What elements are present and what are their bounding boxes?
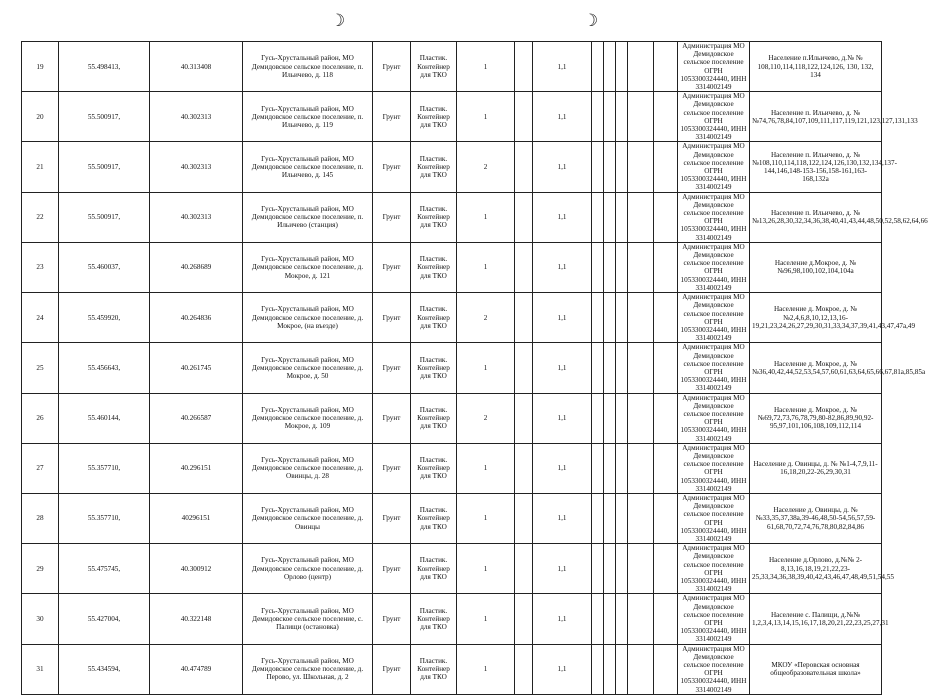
row-number: 26 [22, 393, 59, 443]
address-cell: Гусь-Хрустальный район, МО Демидовское сельское поселение, с. Палищи (остановка) [243, 594, 373, 644]
empty-cell [616, 42, 628, 92]
container-volume-cell: 1,1 [533, 92, 592, 142]
empty-cell [604, 594, 616, 644]
latitude-cell: 55.434594, [59, 644, 150, 694]
empty-cell [592, 92, 604, 142]
empty-cell [592, 192, 604, 242]
table-row [22, 242, 882, 292]
table-row [22, 343, 882, 393]
container-volume-cell: 1,1 [533, 142, 592, 192]
latitude-cell: 55.459920, [59, 293, 150, 343]
container-volume-cell: 1,1 [533, 42, 592, 92]
address-cell: Гусь-Хрустальный район, МО Демидовское сельское поселение, д. Орлово (центр) [243, 544, 373, 594]
address-cell: Гусь-Хрустальный район, МО Демидовское сельское поселение, п. Ильичево, д. 119 [243, 92, 373, 142]
owner-cell: Администрация МО Демидовское сельское поселение ОГРН 1053300324440, ИНН 3314002149 [678, 142, 750, 192]
empty-cell [616, 544, 628, 594]
container-count-cell: 1 [457, 192, 515, 242]
address-cell: Гусь-Хрустальный район, МО Демидовское сельское поселение, д. Перово, ул. Школьная, д. 2 [243, 644, 373, 694]
container-type-cell: Пластик. Контейнер для ТКО [411, 192, 457, 242]
table-row [22, 443, 882, 493]
container-type-cell: Пластик. Контейнер для ТКО [411, 42, 457, 92]
empty-cell [654, 293, 678, 343]
row-number: 31 [22, 644, 59, 694]
longitude-cell: 40.300912 [150, 544, 243, 594]
empty-cell [604, 443, 616, 493]
empty-cell [515, 42, 533, 92]
surface-type-cell: Грунт [373, 293, 411, 343]
empty-cell [604, 644, 616, 694]
waste-sources-cell: Население д. Мокрое, д. № №2,4,6,8,10,12,13,16-19,21,23,24,26,27,29,30,31,33,34,37,39,41,43,47,47а,49 [750, 293, 882, 343]
surface-type-cell: Грунт [373, 393, 411, 443]
empty-cell [515, 644, 533, 694]
owner-cell: Администрация МО Демидовское сельское поселение ОГРН 1053300324440, ИНН 3314002149 [678, 92, 750, 142]
empty-cell [604, 42, 616, 92]
empty-cell [654, 42, 678, 92]
container-type-cell: Пластик. Контейнер для ТКО [411, 443, 457, 493]
table-row [22, 594, 882, 644]
table-row [22, 192, 882, 242]
container-type-cell: Пластик. Контейнер для ТКО [411, 544, 457, 594]
empty-cell [604, 293, 616, 343]
owner-cell: Администрация МО Демидовское сельское поселение ОГРН 1053300324440, ИНН 3314002149 [678, 343, 750, 393]
owner-cell: Администрация МО Демидовское сельское поселение ОГРН 1053300324440, ИНН 3314002149 [678, 393, 750, 443]
container-type-cell: Пластик. Контейнер для ТКО [411, 142, 457, 192]
owner-cell: Администрация МО Демидовское сельское поселение ОГРН 1053300324440, ИНН 3314002149 [678, 644, 750, 694]
latitude-cell: 55.498413, [59, 42, 150, 92]
empty-cell [616, 594, 628, 644]
empty-cell [515, 443, 533, 493]
surface-type-cell: Грунт [373, 343, 411, 393]
latitude-cell: 55.357710, [59, 443, 150, 493]
empty-cell [654, 544, 678, 594]
container-count-cell: 1 [457, 242, 515, 292]
longitude-cell: 40.268689 [150, 242, 243, 292]
longitude-cell: 40296151 [150, 493, 243, 543]
longitude-cell: 40.261745 [150, 343, 243, 393]
empty-cell [592, 293, 604, 343]
latitude-cell: 55.427004, [59, 594, 150, 644]
row-number: 25 [22, 343, 59, 393]
waste-sources-cell: Население д. Мокрое, д. № №69,72,73,76,78,79,80-82,86,89,90,92-95,97,101,106,108,109,112,114 [750, 393, 882, 443]
empty-cell [616, 92, 628, 142]
empty-cell [628, 42, 654, 92]
container-volume-cell: 1,1 [533, 293, 592, 343]
empty-cell [604, 92, 616, 142]
waste-sources-cell: Население д. Овинцы, д. № №1-4,7,9,11-16,18,20,22-26,29,30,31 [750, 443, 882, 493]
waste-sources-cell: МКОУ «Перовская основная общеобразовательная школа» [750, 644, 882, 694]
empty-cell [592, 443, 604, 493]
table-row [22, 42, 882, 92]
empty-cell [654, 393, 678, 443]
empty-cell [515, 544, 533, 594]
row-number: 22 [22, 192, 59, 242]
empty-cell [628, 343, 654, 393]
empty-cell [616, 242, 628, 292]
empty-cell [592, 393, 604, 443]
longitude-cell: 40.302313 [150, 92, 243, 142]
empty-cell [628, 393, 654, 443]
address-cell: Гусь-Хрустальный район, МО Демидовское сельское поселение, д. Овинцы, д. 28 [243, 443, 373, 493]
empty-cell [592, 594, 604, 644]
waste-sources-cell: Население п.Ильичево, д.№ № 108,110,114,118,122,124,126, 130, 132, 134 [750, 42, 882, 92]
row-number: 24 [22, 293, 59, 343]
address-cell: Гусь-Хрустальный район, МО Демидовское сельское поселение, д. Мокрое, (на въезде) [243, 293, 373, 343]
waste-sources-cell: Население п. Ильичево, д. № №13,26,28,30,32,34,36,38,40,41,43,44,48,50,52,58,62,64,66 [750, 192, 882, 242]
container-type-cell: Пластик. Контейнер для ТКО [411, 343, 457, 393]
empty-cell [628, 644, 654, 694]
latitude-cell: 55.460144, [59, 393, 150, 443]
container-count-cell: 1 [457, 42, 515, 92]
empty-cell [592, 142, 604, 192]
empty-cell [515, 92, 533, 142]
empty-cell [628, 544, 654, 594]
address-cell: Гусь-Хрустальный район, МО Демидовское сельское поселение, д. Мокрое, д. 109 [243, 393, 373, 443]
empty-cell [592, 343, 604, 393]
row-number: 29 [22, 544, 59, 594]
container-count-cell: 2 [457, 393, 515, 443]
empty-cell [515, 393, 533, 443]
longitude-cell: 40.322148 [150, 594, 243, 644]
owner-cell: Администрация МО Демидовское сельское поселение ОГРН 1053300324440, ИНН 3314002149 [678, 493, 750, 543]
container-volume-cell: 1,1 [533, 644, 592, 694]
empty-cell [592, 493, 604, 543]
surface-type-cell: Грунт [373, 544, 411, 594]
longitude-cell: 40.302313 [150, 192, 243, 242]
empty-cell [515, 594, 533, 644]
address-cell: Гусь-Хрустальный район, МО Демидовское сельское поселение, д. Мокрое, д. 121 [243, 242, 373, 292]
owner-cell: Администрация МО Демидовское сельское поселение ОГРН 1053300324440, ИНН 3314002149 [678, 192, 750, 242]
empty-cell [628, 142, 654, 192]
surface-type-cell: Грунт [373, 242, 411, 292]
surface-type-cell: Грунт [373, 142, 411, 192]
address-cell: Гусь-Хрустальный район, МО Демидовское сельское поселение, п. Ильичево, д. 118 [243, 42, 373, 92]
empty-cell [654, 142, 678, 192]
waste-sources-cell: Население д. Овинцы, д. № №33,35,37,38а,39-46,48,50-54,56,57,59-61,68,70,72,74,76,78,80,82,84,86 [750, 493, 882, 543]
container-type-cell: Пластик. Контейнер для ТКО [411, 242, 457, 292]
empty-cell [592, 242, 604, 292]
waste-sources-cell: Население п. Ильичево, д. № №74,76,78,84,107,109,111,117,119,121,123,127,131,133 [750, 92, 882, 142]
table-row [22, 644, 882, 694]
empty-cell [592, 42, 604, 92]
empty-cell [654, 493, 678, 543]
table-row [22, 493, 882, 543]
empty-cell [654, 192, 678, 242]
waste-sources-cell: Население п. Ильичево, д. № №108,110,114,118,122,124,126,130,132,134,137-144,146,148-153-156,158-161,163-168,132а [750, 142, 882, 192]
empty-cell [616, 142, 628, 192]
empty-cell [616, 644, 628, 694]
empty-cell [616, 393, 628, 443]
container-count-cell: 1 [457, 544, 515, 594]
empty-cell [515, 242, 533, 292]
row-number: 27 [22, 443, 59, 493]
owner-cell: Администрация МО Демидовское сельское поселение ОГРН 1053300324440, ИНН 3314002149 [678, 242, 750, 292]
latitude-cell: 55.357710, [59, 493, 150, 543]
address-cell: Гусь-Хрустальный район, МО Демидовское сельское поселение, д. Овинцы [243, 493, 373, 543]
empty-cell [628, 242, 654, 292]
table-row [22, 92, 882, 142]
surface-type-cell: Грунт [373, 42, 411, 92]
container-volume-cell: 1,1 [533, 393, 592, 443]
punch-hole-mark-right: ☽ [583, 11, 599, 31]
container-type-cell: Пластик. Контейнер для ТКО [411, 293, 457, 343]
table-row [22, 142, 882, 192]
owner-cell: Администрация МО Демидовское сельское поселение ОГРН 1053300324440, ИНН 3314002149 [678, 443, 750, 493]
empty-cell [628, 443, 654, 493]
surface-type-cell: Грунт [373, 92, 411, 142]
container-count-cell: 1 [457, 92, 515, 142]
address-cell: Гусь-Хрустальный район, МО Демидовское сельское поселение, д. Мокрое, д. 50 [243, 343, 373, 393]
container-volume-cell: 1,1 [533, 192, 592, 242]
table-row [22, 393, 882, 443]
owner-cell: Администрация МО Демидовское сельское поселение ОГРН 1053300324440, ИНН 3314002149 [678, 293, 750, 343]
container-volume-cell: 1,1 [533, 594, 592, 644]
container-count-cell: 1 [457, 644, 515, 694]
container-volume-cell: 1,1 [533, 242, 592, 292]
empty-cell [604, 544, 616, 594]
surface-type-cell: Грунт [373, 192, 411, 242]
owner-cell: Администрация МО Демидовское сельское поселение ОГРН 1053300324440, ИНН 3314002149 [678, 42, 750, 92]
empty-cell [616, 192, 628, 242]
container-type-cell: Пластик. Контейнер для ТКО [411, 493, 457, 543]
empty-cell [654, 92, 678, 142]
empty-cell [628, 293, 654, 343]
table-row [22, 293, 882, 343]
empty-cell [616, 293, 628, 343]
latitude-cell: 55.460037, [59, 242, 150, 292]
empty-cell [604, 393, 616, 443]
container-type-cell: Пластик. Контейнер для ТКО [411, 594, 457, 644]
row-number: 30 [22, 594, 59, 644]
longitude-cell: 40.296151 [150, 443, 243, 493]
container-type-cell: Пластик. Контейнер для ТКО [411, 393, 457, 443]
empty-cell [654, 594, 678, 644]
longitude-cell: 40.266587 [150, 393, 243, 443]
longitude-cell: 40.474789 [150, 644, 243, 694]
surface-type-cell: Грунт [373, 443, 411, 493]
address-cell: Гусь-Хрустальный район, МО Демидовское сельское поселение, п. Ильичево (станция) [243, 192, 373, 242]
row-number: 28 [22, 493, 59, 543]
container-volume-cell: 1,1 [533, 443, 592, 493]
longitude-cell: 40.302313 [150, 142, 243, 192]
latitude-cell: 55.500917, [59, 192, 150, 242]
empty-cell [515, 343, 533, 393]
empty-cell [628, 92, 654, 142]
empty-cell [515, 493, 533, 543]
container-volume-cell: 1,1 [533, 493, 592, 543]
surface-type-cell: Грунт [373, 644, 411, 694]
empty-cell [654, 644, 678, 694]
longitude-cell: 40.264836 [150, 293, 243, 343]
longitude-cell: 40.313408 [150, 42, 243, 92]
empty-cell [604, 343, 616, 393]
empty-cell [592, 544, 604, 594]
container-count-cell: 1 [457, 443, 515, 493]
empty-cell [604, 242, 616, 292]
container-count-cell: 1 [457, 594, 515, 644]
latitude-cell: 55.456643, [59, 343, 150, 393]
empty-cell [616, 493, 628, 543]
empty-cell [628, 493, 654, 543]
address-cell: Гусь-Хрустальный район, МО Демидовское сельское поселение, п. Ильичево, д. 145 [243, 142, 373, 192]
waste-sources-cell: Население д. Мокрое, д. № №36,40,42,44,52,53,54,57,60,61,63,64,65,66,67,81а,85,85а [750, 343, 882, 393]
container-count-cell: 1 [457, 493, 515, 543]
empty-cell [604, 142, 616, 192]
table-row [22, 544, 882, 594]
waste-sources-cell: Население д.Орлово, д.№№ 2-8,13,16,18,19,21,22,23-25,33,34,36,38,39,40,42,43,46,47,48,49,51,54,55 [750, 544, 882, 594]
container-sites-register-table [21, 41, 928, 695]
empty-cell [604, 493, 616, 543]
empty-cell [654, 242, 678, 292]
waste-sources-cell: Население с. Палищи, д.№№ 1,2,3,4,13,14,15,16,17,18,20,21,22,23,25,27,31 [750, 594, 882, 644]
container-volume-cell: 1,1 [533, 544, 592, 594]
row-number: 19 [22, 42, 59, 92]
container-type-cell: Пластик. Контейнер для ТКО [411, 92, 457, 142]
container-count-cell: 1 [457, 343, 515, 393]
empty-cell [604, 192, 616, 242]
row-number: 20 [22, 92, 59, 142]
latitude-cell: 55.475745, [59, 544, 150, 594]
empty-cell [515, 142, 533, 192]
owner-cell: Администрация МО Демидовское сельское поселение ОГРН 1053300324440, ИНН 3314002149 [678, 594, 750, 644]
empty-cell [628, 594, 654, 644]
empty-cell [654, 343, 678, 393]
empty-cell [654, 443, 678, 493]
owner-cell: Администрация МО Демидовское сельское поселение ОГРН 1053300324440, ИНН 3314002149 [678, 544, 750, 594]
surface-type-cell: Грунт [373, 594, 411, 644]
container-count-cell: 2 [457, 293, 515, 343]
latitude-cell: 55.500917, [59, 142, 150, 192]
surface-type-cell: Грунт [373, 493, 411, 543]
row-number: 21 [22, 142, 59, 192]
empty-cell [616, 343, 628, 393]
latitude-cell: 55.500917, [59, 92, 150, 142]
container-type-cell: Пластик. Контейнер для ТКО [411, 644, 457, 694]
row-number: 23 [22, 242, 59, 292]
empty-cell [628, 192, 654, 242]
empty-cell [616, 443, 628, 493]
waste-sources-cell: Население д.Мокрое, д. № №96,98,100,102,104,104а [750, 242, 882, 292]
container-count-cell: 2 [457, 142, 515, 192]
empty-cell [515, 293, 533, 343]
container-volume-cell: 1,1 [533, 343, 592, 393]
empty-cell [515, 192, 533, 242]
empty-cell [592, 644, 604, 694]
punch-hole-mark-left: ☽ [330, 11, 346, 31]
